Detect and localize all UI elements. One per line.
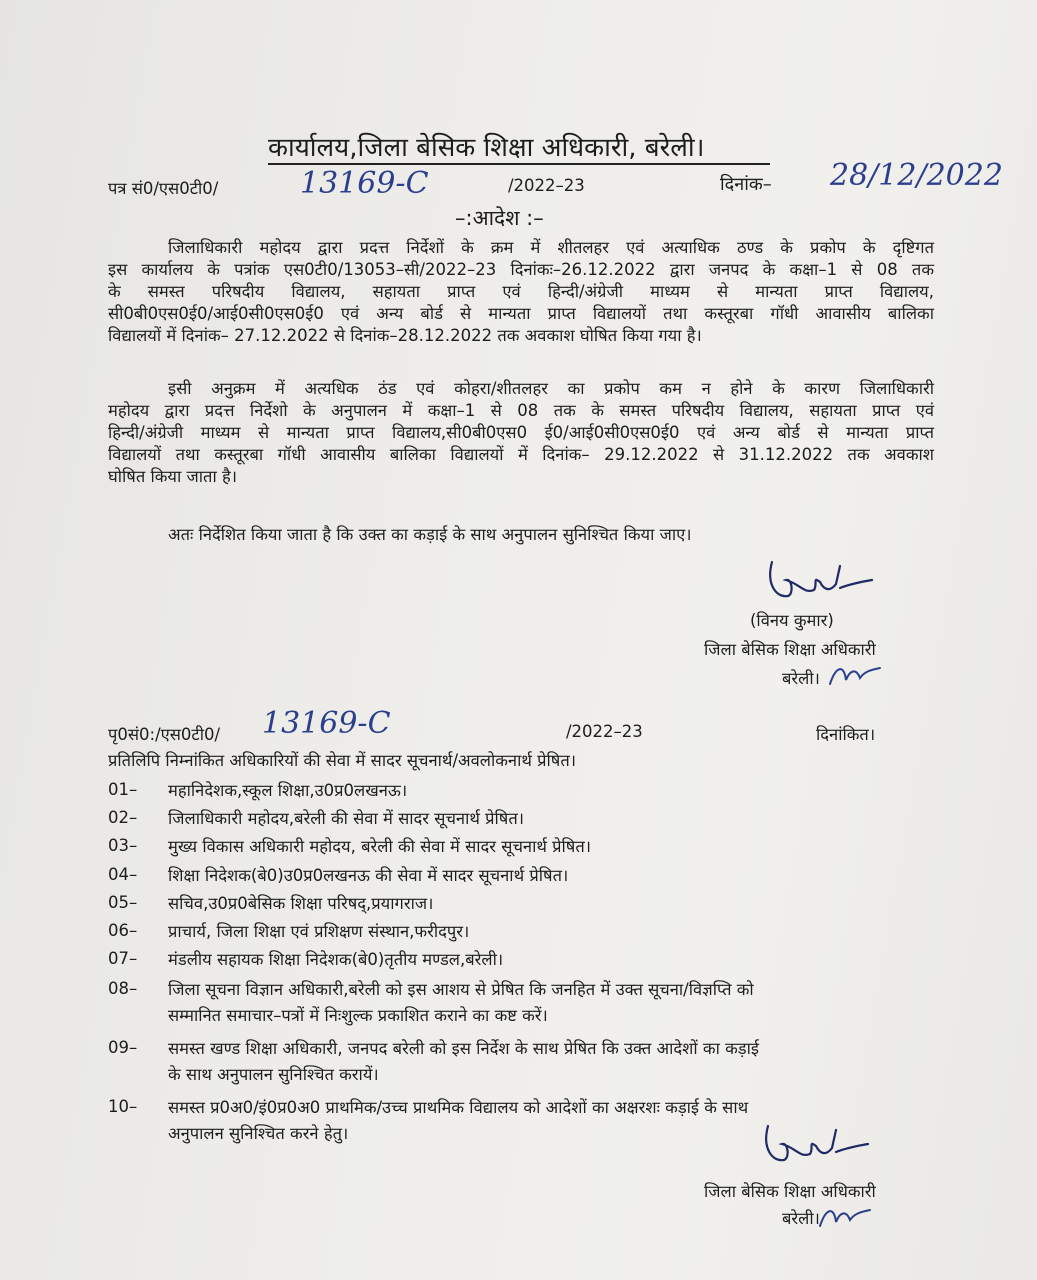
signatory-name: (विनय कुमार) bbox=[750, 611, 834, 630]
list-item: मंडलीय सहायक शिक्षा निदेशक(बे0)तृतीय मण्डल,बरेली। bbox=[168, 950, 504, 969]
signatory-designation: जिला बेसिक शिक्षा अधिकारी bbox=[704, 640, 876, 659]
para1-line: सी0बी0एस0ई0/आई0सी0एस0ई0 एवं अन्य बोर्ड से मान्यता प्राप्त विद्यालयों तथा कस्तूरबा गॉधी आवासीय बालिका bbox=[108, 304, 934, 323]
para2-line: महोदय द्वारा प्रदत्त निर्देशो के अनुपालन में कक्षा–1 से 08 तक के समस्त परिषदीय विद्यालय, सहायता प्राप्त एवं bbox=[108, 401, 934, 420]
initials-mark bbox=[826, 660, 886, 690]
copy-ref-handwritten: 13169-C bbox=[262, 706, 391, 741]
list-item: शिक्षा निदेशक(बे0)उ0प्र0लखनऊ की सेवा में सादर सूचनार्थ प्रेषित। bbox=[168, 866, 569, 885]
letter-year: /2022–23 bbox=[508, 176, 585, 195]
signatory-designation: जिला बेसिक शिक्षा अधिकारी bbox=[704, 1182, 876, 1201]
list-number: 10– bbox=[108, 1097, 138, 1116]
list-number: 01– bbox=[108, 780, 138, 799]
para1-line: जिलाधिकारी महोदय द्वारा प्रदत्त निर्देशों के क्रम में शीतलहर एवं अत्याधिक ठण्ड के प्रकोप के दृष्टिगत bbox=[168, 238, 934, 257]
signatory-place: बरेली। bbox=[782, 669, 820, 688]
signature-mark bbox=[756, 1118, 876, 1178]
para2-line: घोषित किया जाता है। bbox=[108, 467, 237, 486]
initials-mark bbox=[816, 1200, 876, 1234]
paragraph-2 bbox=[108, 378, 934, 488]
list-number: 08– bbox=[108, 979, 138, 998]
list-number: 07– bbox=[108, 949, 138, 968]
list-item: जिलाधिकारी महोदय,बरेली की सेवा में सादर सूचनार्थ प्रेषित। bbox=[168, 809, 525, 828]
letter-number-handwritten: 13169-C bbox=[300, 166, 429, 201]
para2-line: इसी अनुक्रम में अत्यधिक ठंड एवं कोहरा/शीतलहर का प्रकोप कम न होने के कारण जिलाधिकारी bbox=[168, 379, 934, 398]
list-number: 04– bbox=[108, 865, 138, 884]
paragraph-1 bbox=[108, 237, 934, 347]
date-handwritten: 28/12/2022 bbox=[830, 158, 1003, 193]
copy-ref-year: /2022–23 bbox=[566, 722, 643, 741]
order-heading: –:आदेश :– bbox=[455, 206, 544, 230]
signatory-place: बरेली। bbox=[782, 1209, 820, 1228]
letter-number-prefix: पत्र सं0/एस0टी0/ bbox=[108, 179, 219, 198]
list-number: 02– bbox=[108, 808, 138, 827]
copy-ref-prefix: पृ0सं0:/एस0टी0/ bbox=[108, 725, 221, 744]
list-item: समस्त खण्ड शिक्षा अधिकारी, जनपद बरेली को इस निर्देश के साथ प्रेषित कि उक्त आदेशों का कड़ाई bbox=[168, 1039, 759, 1058]
list-number: 05– bbox=[108, 893, 138, 912]
paragraph-3: अतः निर्देशित किया जाता है कि उक्त का कड़ाई के साथ अनुपालन सुनिश्चित किया जाए। bbox=[168, 525, 692, 544]
list-item: प्राचार्य, जिला शिक्षा एवं प्रशिक्षण संस्थान,फरीदपुर। bbox=[168, 922, 470, 941]
title-underline bbox=[268, 163, 770, 165]
list-item: समस्त प्र0अ0/इं0प्र0अ0 प्राथमिक/उच्च प्राथमिक विद्यालय को आदेशों का अक्षरशः कड़ाई के साथ bbox=[168, 1098, 749, 1117]
list-item-continuation: के साथ अनुपालन सुनिश्चित करायें। bbox=[168, 1065, 379, 1084]
para2-line: विद्यालयों तथा कस्तूरबा गॉधी आवासीय बालिका विद्यालयों में दिनांक– 29.12.2022 से 31.12.2022 तक अवकाश bbox=[108, 445, 934, 464]
list-item: जिला सूचना विज्ञान अधिकारी,बरेली को इस आशय से प्रेषित कि जनहित में उक्त सूचना/विज्ञप्ति को bbox=[168, 980, 754, 999]
list-number: 03– bbox=[108, 836, 138, 855]
date-label: दिनांक– bbox=[720, 174, 772, 195]
signature-mark bbox=[760, 554, 880, 614]
para1-line: विद्यालयों में दिनांक– 27.12.2022 से दिनांक–28.12.2022 तक अवकाश घोषित किया गया है। bbox=[108, 326, 702, 345]
copy-dated: दिनांकित। bbox=[816, 725, 876, 744]
office-title: कार्यालय,जिला बेसिक शिक्षा अधिकारी, बरेली। bbox=[268, 133, 705, 163]
para2-line: हिन्दी/अंग्रेजी माध्यम से मान्यता प्राप्त विद्यालय,सी0बी0एस0 ई0/आई0सी0एस0ई0 एवं अन्य बोर्ड से मान्यता प्राप्त bbox=[108, 423, 934, 442]
list-item-continuation: अनुपालन सुनिश्चित करने हेतु। bbox=[168, 1124, 349, 1143]
list-item: सचिव,उ0प्र0बेसिक शिक्षा परिषद्,प्रयागराज। bbox=[168, 894, 434, 913]
list-number: 06– bbox=[108, 921, 138, 940]
list-item: महानिदेशक,स्कूल शिक्षा,उ0प्र0लखनऊ। bbox=[168, 781, 408, 800]
list-item: मुख्य विकास अधिकारी महोदय, बरेली की सेवा में सादर सूचनार्थ प्रेषित। bbox=[168, 837, 592, 856]
list-item-continuation: सम्मानित समाचार–पत्रों में निःशुल्क प्रकाशित कराने का कष्ट करें। bbox=[168, 1006, 548, 1025]
para1-line: के समस्त परिषदीय विद्यालय, सहायता प्राप्त एवं हिन्दी/अंग्रेजी माध्यम से मान्यता प्राप्त विद्यालय, bbox=[108, 282, 934, 301]
para1-line: इस कार्यालय के पत्रांक एस0टी0/13053–सी/2022–23 दिनांकः–26.12.2022 द्वारा जनपद के कक्षा–1 से 08 तक bbox=[108, 260, 934, 279]
copy-intro: प्रतिलिपि निम्नांकित अधिकारियों की सेवा में सादर सूचनार्थ/अवलोकनार्थ प्रेषित। bbox=[108, 751, 577, 770]
list-number: 09– bbox=[108, 1038, 138, 1057]
